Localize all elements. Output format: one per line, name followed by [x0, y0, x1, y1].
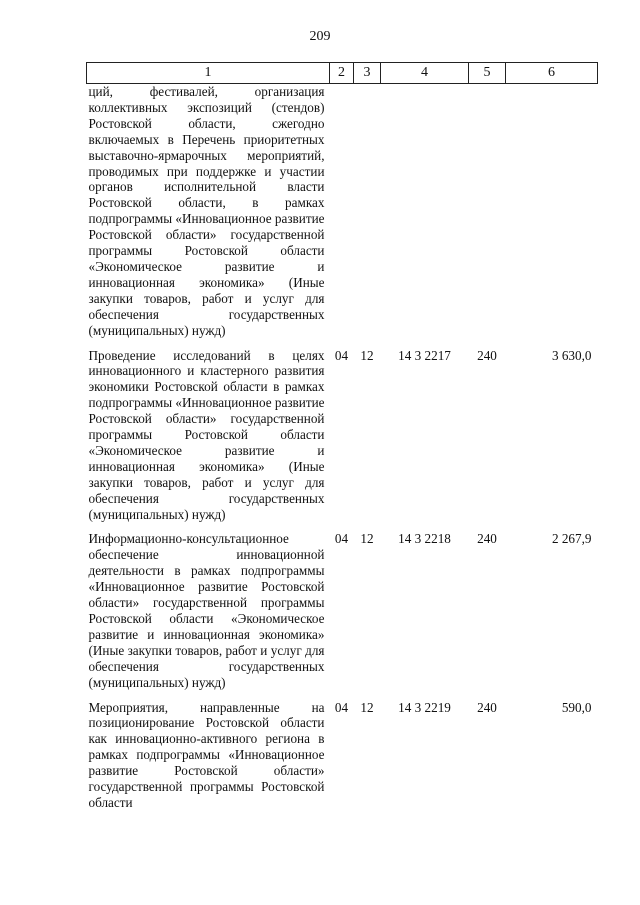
row-description: Информационно-консультационное обеспечение инновационной деятельности в рамках подпрограммы «Инновационное развитие Ростовской области» государственной программы Ростовской области «Экономическое развитие и инновационная экономика» (Иные закупки товаров, работ и услуг для обеспечения государственных (муниципальных) нужд) [88, 531, 325, 690]
row-section: 04 [334, 699, 349, 715]
header-col-6: 6 [506, 63, 598, 84]
row-subsection: 12 [360, 699, 374, 715]
row-section [330, 84, 354, 348]
row-target-code: 14 3 2218 [398, 531, 451, 547]
table-header-row [87, 63, 598, 84]
row-target-code: 14 3 2219 [398, 699, 451, 715]
row-amount [506, 84, 598, 348]
row-expense-type: 240 [477, 531, 497, 547]
row-expense-type [469, 84, 506, 348]
row-target-code [381, 84, 469, 348]
row-amount: 2 267,9 [551, 531, 592, 547]
row-description: ций, фестивалей, организация коллективных экспозиций (стендов) Ростовской области, сжегодно включаемых в Перечень приоритетных выставочно-ярмарочных мероприятий, проводимых при поддержке и участии органов исполнительной власти Ростовской области, в рамках подпрограммы «Инновационное развитие Ростовской области» государственной программы Ростовской области «Экономическое развитие и инновационная экономика» (Иные закупки товаров, работ и услуг для обеспечения государственных (муниципальных) нужд) [88, 84, 325, 338]
header-col-5: 5 [469, 63, 506, 84]
page-number: 209 [309, 29, 331, 44]
row-subsection: 12 [360, 531, 374, 547]
row-subsection [354, 84, 381, 348]
row-amount: 590,0 [561, 699, 592, 715]
row-amount: 3 630,0 [551, 347, 592, 363]
row-target-code: 14 3 2217 [398, 347, 451, 363]
row-subsection: 12 [360, 347, 374, 363]
row-expense-type: 240 [477, 347, 497, 363]
row-description: Мероприятия, направленные на позиционирование Ростовской области как инновационно-активного региона в рамках подпрограммы «Инновационное развитие Ростовской области» государственной программы Ростовской области [88, 699, 325, 810]
table-row [87, 531, 598, 699]
header-col-3: 3 [354, 63, 381, 84]
table-row [87, 348, 598, 532]
row-section: 04 [334, 531, 349, 547]
row-section: 04 [334, 347, 349, 363]
header-col-1: 1 [87, 63, 330, 84]
row-expense-type: 240 [477, 699, 497, 715]
header-col-4: 4 [381, 63, 469, 84]
budget-table [86, 62, 598, 820]
header-col-2: 2 [330, 63, 354, 84]
table-row [87, 84, 598, 348]
table-row [87, 700, 598, 820]
row-description: Проведение исследований в целях инновационного и кластерного развития экономики Ростовской области в рамках подпрограммы «Инновационное развитие Ростовской области» государственной программы Ростовской области «Экономическое развитие и инновационная экономика» (Иные закупки товаров, работ и услуг для обеспечения государственных (муниципальных) нужд) [88, 347, 325, 522]
